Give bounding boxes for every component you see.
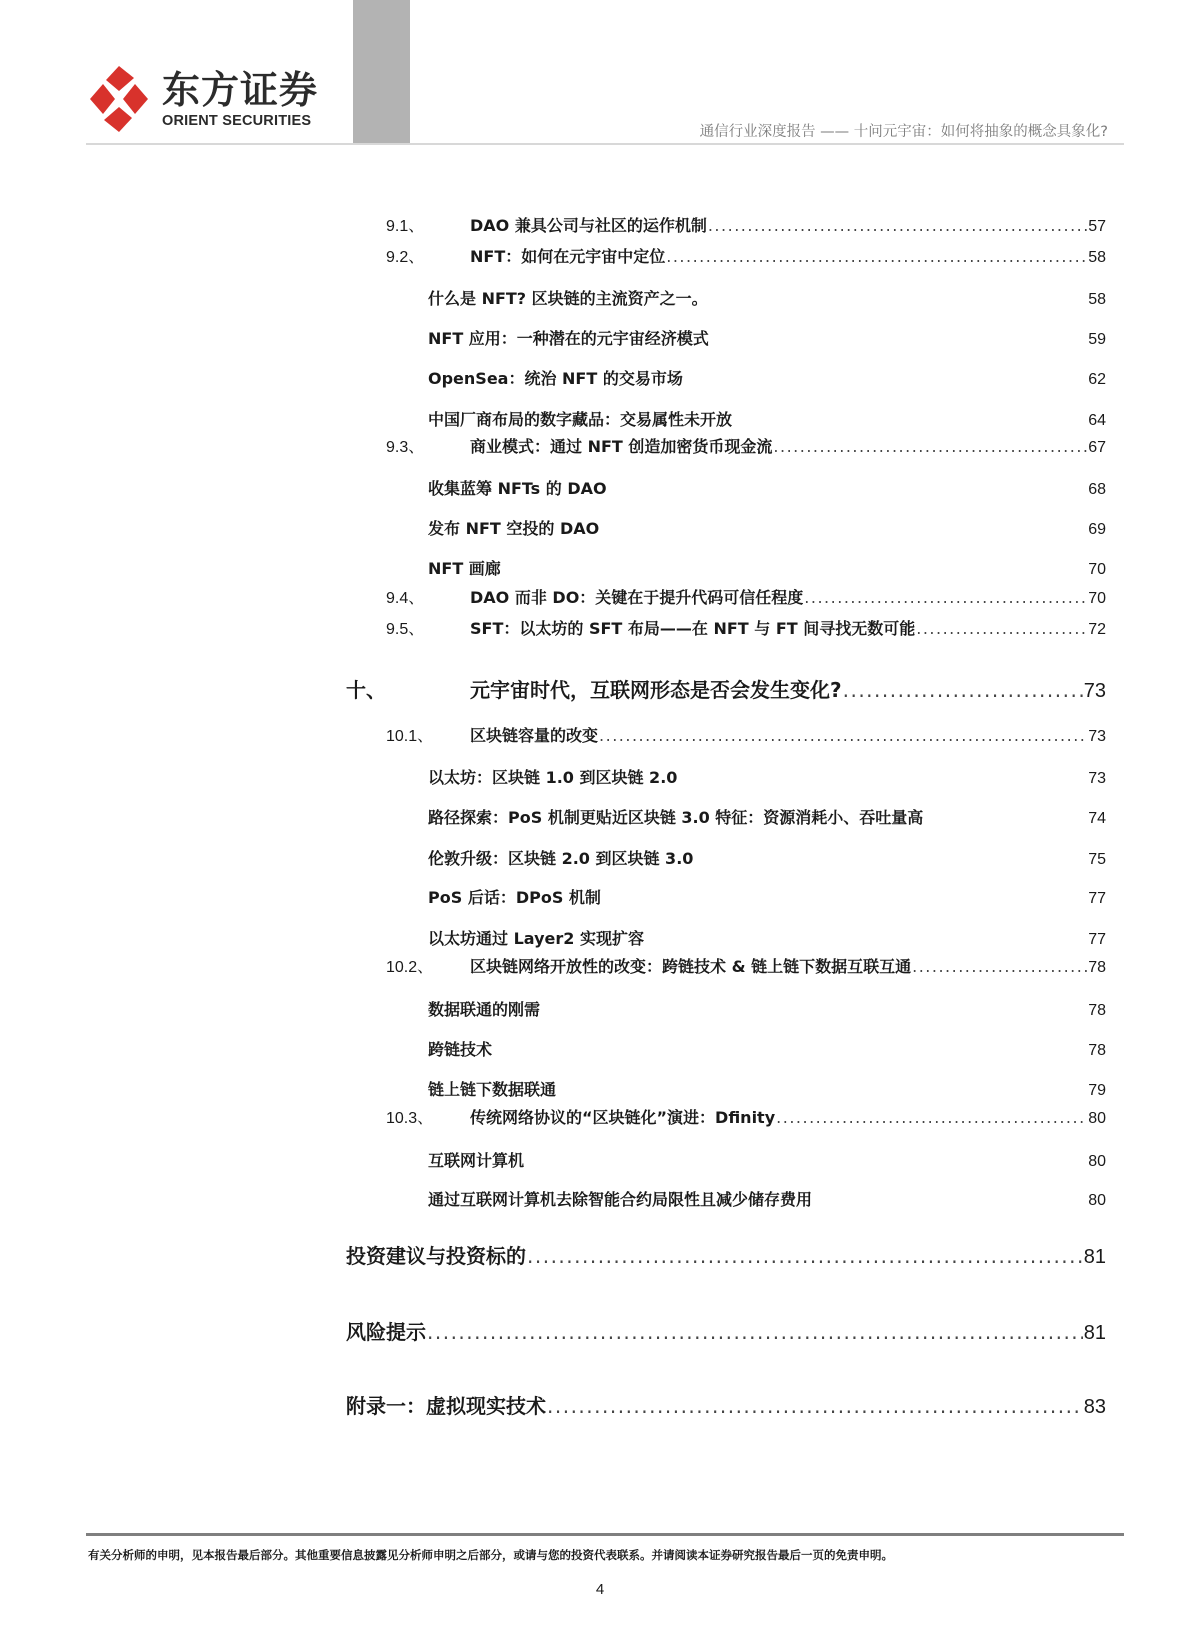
toc-entry-title: 跨链技术 [428,1040,493,1059]
toc-entry-title: 以太坊：区块链 1.0 到区块链 2.0 [428,768,678,787]
toc-entry[interactable] [428,366,1106,389]
toc-entry[interactable] [428,556,1106,579]
toc-page-number: 64 [1088,412,1106,429]
toc-entry[interactable] [386,213,1106,236]
toc-entry-title: 数据联通的刚需 [428,1000,541,1019]
toc-page-number: 81 [1083,1246,1106,1268]
footer-disclaimer: 有关分析师的申明，见本报告最后部分。其他重要信息披露见分析师申明之后部分，或请与您的投资代表联系。并请阅读本证券研究报告最后一页的免责申明。 [88,1548,893,1562]
toc-entry-title: 通过互联网计算机去除智能合约局限性且减少储存费用 [428,1190,813,1209]
toc-entry-title: 附录一：虚拟现实技术 [346,1394,546,1418]
toc-section-number: 10.2、 [386,959,434,976]
toc-entry[interactable] [428,1148,1106,1171]
toc-entry[interactable] [386,954,1106,977]
toc-page-number: 80 [1088,1153,1106,1170]
toc-dot-leader [843,678,1083,702]
toc-entry-title: NFT 画廊 [428,559,501,578]
toc-entry-title: 区块链容量的改变 [470,726,599,745]
toc-entry[interactable] [386,434,1106,457]
toc-dot-leader [527,1244,1083,1268]
toc-page-number: 70 [1088,561,1106,578]
toc-entry-title: 路径探索：PoS 机制更贴近区块链 3.0 特征：资源消耗小、吞吐量高 [428,808,924,827]
toc-entry[interactable] [428,1037,1106,1060]
toc-section-number: 10.3、 [386,1110,434,1127]
toc-section-number: 十、 [346,678,386,702]
toc-page-number: 70 [1088,590,1106,607]
toc-page-number: 73 [1088,770,1106,787]
logo-chinese-name: 东方证券 [162,68,319,112]
footer-divider [86,1533,1124,1536]
toc-page-number: 59 [1088,331,1106,348]
toc-page-number: 79 [1088,1082,1106,1099]
toc-entry-title: 互联网计算机 [428,1151,525,1170]
toc-section-number: 10.1、 [386,728,434,745]
toc-entry[interactable] [346,1240,1106,1269]
toc-entry[interactable] [428,1077,1106,1100]
toc-entry[interactable] [428,407,1106,430]
toc-page-number: 58 [1088,291,1106,308]
toc-entry[interactable] [386,1105,1106,1128]
toc-entry-title: 发布 NFT 空投的 DAO [428,519,600,538]
toc-entry[interactable] [428,476,1106,499]
toc-page-number: 67 [1088,439,1106,456]
toc-page-number: 81 [1083,1322,1106,1344]
toc-entry-title: PoS 后话：DPoS 机制 [428,888,601,907]
toc-page-number: 78 [1088,1042,1106,1059]
toc-entry-title: OpenSea：统治 NFT 的交易市场 [428,369,683,388]
toc-entry-title: 什么是 NFT? 区块链的主流资产之一。 [428,289,708,308]
toc-dot-leader [804,588,1087,607]
toc-page-number: 77 [1088,931,1106,948]
orient-securities-logo [86,64,318,134]
toc-entry[interactable] [428,997,1106,1020]
toc-page-number: 62 [1088,371,1106,388]
toc-page-number: 78 [1088,959,1106,976]
toc-entry-title: NFT 应用：一种潜在的元宇宙经济模式 [428,329,709,348]
toc-dot-leader [916,619,1087,638]
toc-dot-leader [773,437,1087,456]
toc-section-number: 9.4、 [386,590,425,607]
toc-dot-leader [599,726,1087,745]
toc-page-number: 72 [1088,621,1106,638]
toc-page-number: 73 [1083,680,1106,702]
toc-entry-title: 收集蓝筹 NFTs 的 DAO [428,479,607,498]
toc-entry-title: 中国厂商布局的数字藏品：交易属性未开放 [428,410,733,429]
toc-page-number: 80 [1088,1192,1106,1209]
toc-page-number: 80 [1088,1110,1106,1127]
toc-entry[interactable] [428,326,1106,349]
toc-page-number: 73 [1088,728,1106,745]
toc-entry[interactable] [428,516,1106,539]
header-divider [86,143,1124,145]
toc-entry[interactable] [346,1316,1106,1345]
toc-entry-title: 以太坊通过 Layer2 实现扩容 [428,929,644,948]
toc-entry-title: SFT：以太坊的 SFT 布局——在 NFT 与 FT 间寻找无数可能 [470,619,916,638]
toc-dot-leader [666,247,1087,266]
toc-entry[interactable] [386,616,1106,639]
toc-section-number: 9.5、 [386,621,425,638]
toc-entry-title: NFT：如何在元宇宙中定位 [470,247,666,266]
toc-entry[interactable] [428,926,1106,949]
toc-entry[interactable] [428,286,1106,309]
toc-section-number: 9.3、 [386,439,425,456]
toc-entry[interactable] [386,723,1106,746]
toc-entry[interactable] [428,885,1106,908]
toc-entry[interactable] [428,846,1106,869]
toc-section-number: 9.2、 [386,249,425,266]
logo-english-name: ORIENT SECURITIES [162,113,312,129]
toc-section-number: 9.1、 [386,218,425,235]
toc-entry-title: DAO 兼具公司与社区的运作机制 [470,216,707,235]
toc-entry-title: 风险提示 [346,1320,426,1344]
toc-dot-leader [776,1108,1087,1127]
toc-dot-leader [912,957,1087,976]
toc-entry[interactable] [346,674,1106,703]
header-gray-bar [353,0,410,143]
toc-page-number: 75 [1088,851,1106,868]
toc-entry-title: 元宇宙时代，互联网形态是否会发生变化? [470,678,842,702]
toc-page-number: 58 [1088,249,1106,266]
toc-dot-leader [427,1320,1083,1344]
toc-entry-title: 投资建议与投资标的 [346,1244,526,1268]
toc-entry[interactable] [346,1390,1106,1419]
toc-entry-title: DAO 而非 DO：关键在于提升代码可信任程度 [470,588,804,607]
toc-dot-leader [547,1394,1083,1418]
toc-dot-leader [708,216,1087,235]
toc-entry[interactable] [428,765,1106,788]
toc-page-number: 74 [1088,810,1106,827]
toc-page-number: 83 [1083,1396,1106,1418]
toc-entry[interactable] [428,805,1106,828]
logo-diamond-icon [86,64,152,134]
toc-page-number: 78 [1088,1002,1106,1019]
report-title: 通信行业深度报告 —— 十问元宇宙：如何将抽象的概念具象化? [699,124,1108,140]
page-number: 4 [595,1581,605,1598]
toc-page-number: 77 [1088,890,1106,907]
toc-page-number: 57 [1088,218,1106,235]
toc-entry-title: 传统网络协议的“区块链化”演进：Dfinity [470,1108,776,1127]
toc-page-number: 69 [1088,521,1106,538]
toc-entry-title: 商业模式：通过 NFT 创造加密货币现金流 [470,437,773,456]
toc-entry-title: 链上链下数据联通 [428,1080,557,1099]
toc-entry-title: 区块链网络开放性的改变：跨链技术 & 链上链下数据互联互通 [470,957,912,976]
toc-page-number: 68 [1088,481,1106,498]
toc-entry-title: 伦敦升级：区块链 2.0 到区块链 3.0 [428,849,694,868]
toc-entry[interactable] [386,585,1106,608]
toc-entry[interactable] [386,244,1106,267]
toc-entry[interactable] [428,1187,1106,1210]
